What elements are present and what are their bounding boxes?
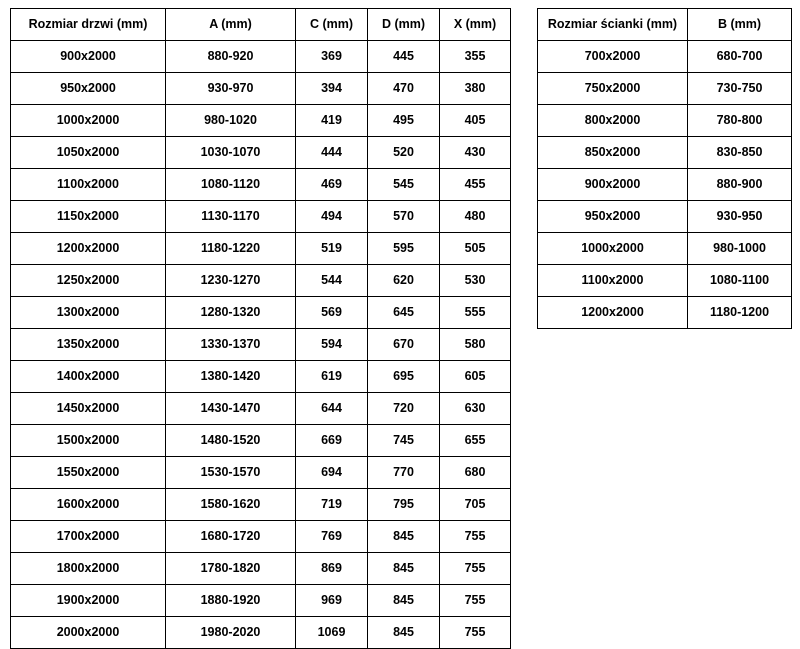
cell-wall-size: 1100x2000: [538, 265, 688, 297]
cell-a: 1380-1420: [166, 361, 296, 393]
cell-door-size: 1350x2000: [11, 329, 166, 361]
column-header-x: X (mm): [440, 9, 511, 41]
cell-door-size: 900x2000: [11, 41, 166, 73]
cell-c: 1069: [296, 617, 368, 649]
cell-door-size: 1400x2000: [11, 361, 166, 393]
cell-door-size: 2000x2000: [11, 617, 166, 649]
cell-a: 1280-1320: [166, 297, 296, 329]
table-row: [11, 169, 511, 201]
table-row: [538, 41, 792, 73]
doors-table-head: [11, 9, 511, 41]
cell-door-size: 1000x2000: [11, 105, 166, 137]
cell-b: 780-800: [688, 105, 792, 137]
cell-d: 845: [368, 617, 440, 649]
table-row: [538, 105, 792, 137]
cell-a: 1580-1620: [166, 489, 296, 521]
cell-a: 1080-1120: [166, 169, 296, 201]
cell-x: 355: [440, 41, 511, 73]
cell-d: 495: [368, 105, 440, 137]
cell-a: 1680-1720: [166, 521, 296, 553]
cell-door-size: 1800x2000: [11, 553, 166, 585]
table-row: [11, 201, 511, 233]
cell-d: 845: [368, 585, 440, 617]
cell-door-size: 1600x2000: [11, 489, 166, 521]
cell-wall-size: 900x2000: [538, 169, 688, 201]
cell-a: 1980-2020: [166, 617, 296, 649]
cell-c: 644: [296, 393, 368, 425]
table-header-row: [538, 9, 792, 41]
cell-c: 969: [296, 585, 368, 617]
cell-c: 869: [296, 553, 368, 585]
cell-x: 605: [440, 361, 511, 393]
column-header-b: B (mm): [688, 9, 792, 41]
table-row: [11, 105, 511, 137]
cell-b: 680-700: [688, 41, 792, 73]
table-row: [11, 521, 511, 553]
cell-d: 445: [368, 41, 440, 73]
table-row: [538, 73, 792, 105]
cell-d: 545: [368, 169, 440, 201]
cell-x: 405: [440, 105, 511, 137]
cell-x: 755: [440, 617, 511, 649]
cell-d: 795: [368, 489, 440, 521]
cell-door-size: 1700x2000: [11, 521, 166, 553]
table-row: [11, 329, 511, 361]
cell-x: 555: [440, 297, 511, 329]
cell-door-size: 950x2000: [11, 73, 166, 105]
cell-wall-size: 850x2000: [538, 137, 688, 169]
table-row: [11, 297, 511, 329]
cell-door-size: 1100x2000: [11, 169, 166, 201]
doors-table-body: [11, 41, 511, 649]
wall-table-body: [538, 41, 792, 329]
cell-x: 755: [440, 521, 511, 553]
cell-door-size: 1500x2000: [11, 425, 166, 457]
cell-d: 845: [368, 553, 440, 585]
column-header-wall-size: Rozmiar ścianki (mm): [538, 9, 688, 41]
cell-a: 1180-1220: [166, 233, 296, 265]
cell-wall-size: 800x2000: [538, 105, 688, 137]
cell-door-size: 1200x2000: [11, 233, 166, 265]
cell-x: 755: [440, 553, 511, 585]
cell-a: 1780-1820: [166, 553, 296, 585]
cell-a: 1430-1470: [166, 393, 296, 425]
table-row: [11, 233, 511, 265]
cell-door-size: 1050x2000: [11, 137, 166, 169]
table-header-row: [11, 9, 511, 41]
cell-x: 455: [440, 169, 511, 201]
table-row: [538, 137, 792, 169]
cell-wall-size: 1000x2000: [538, 233, 688, 265]
cell-x: 530: [440, 265, 511, 297]
table-row: [11, 393, 511, 425]
table-row: [11, 265, 511, 297]
column-header-door-size: Rozmiar drzwi (mm): [11, 9, 166, 41]
cell-wall-size: 750x2000: [538, 73, 688, 105]
cell-wall-size: 700x2000: [538, 41, 688, 73]
cell-c: 544: [296, 265, 368, 297]
table-row: [11, 617, 511, 649]
cell-c: 519: [296, 233, 368, 265]
cell-d: 745: [368, 425, 440, 457]
cell-d: 770: [368, 457, 440, 489]
table-row: [11, 457, 511, 489]
cell-a: 980-1020: [166, 105, 296, 137]
cell-x: 680: [440, 457, 511, 489]
cell-c: 619: [296, 361, 368, 393]
cell-wall-size: 1200x2000: [538, 297, 688, 329]
cell-c: 769: [296, 521, 368, 553]
cell-x: 755: [440, 585, 511, 617]
cell-d: 720: [368, 393, 440, 425]
table-row: [538, 201, 792, 233]
cell-c: 569: [296, 297, 368, 329]
cell-x: 380: [440, 73, 511, 105]
table-row: [11, 585, 511, 617]
cell-d: 620: [368, 265, 440, 297]
wall-panel-dimensions-table: [537, 8, 792, 329]
table-row: [11, 41, 511, 73]
cell-a: 1880-1920: [166, 585, 296, 617]
cell-c: 444: [296, 137, 368, 169]
cell-d: 645: [368, 297, 440, 329]
column-header-c: C (mm): [296, 9, 368, 41]
cell-c: 694: [296, 457, 368, 489]
table-row: [11, 553, 511, 585]
cell-x: 580: [440, 329, 511, 361]
cell-b: 830-850: [688, 137, 792, 169]
table-row: [11, 73, 511, 105]
cell-wall-size: 950x2000: [538, 201, 688, 233]
table-row: [11, 361, 511, 393]
cell-door-size: 1300x2000: [11, 297, 166, 329]
cell-c: 419: [296, 105, 368, 137]
cell-c: 469: [296, 169, 368, 201]
cell-x: 630: [440, 393, 511, 425]
cell-d: 695: [368, 361, 440, 393]
cell-b: 880-900: [688, 169, 792, 201]
table-row: [538, 233, 792, 265]
cell-d: 520: [368, 137, 440, 169]
column-header-a: A (mm): [166, 9, 296, 41]
table-row: [538, 169, 792, 201]
cell-a: 1330-1370: [166, 329, 296, 361]
cell-b: 1180-1200: [688, 297, 792, 329]
cell-a: 1480-1520: [166, 425, 296, 457]
cell-a: 1130-1170: [166, 201, 296, 233]
cell-b: 980-1000: [688, 233, 792, 265]
cell-c: 369: [296, 41, 368, 73]
cell-d: 845: [368, 521, 440, 553]
cell-d: 470: [368, 73, 440, 105]
cell-a: 930-970: [166, 73, 296, 105]
cell-a: 1530-1570: [166, 457, 296, 489]
cell-door-size: 1550x2000: [11, 457, 166, 489]
table-row: [11, 425, 511, 457]
cell-c: 594: [296, 329, 368, 361]
cell-a: 880-920: [166, 41, 296, 73]
table-row: [538, 265, 792, 297]
doors-dimensions-table: [10, 8, 511, 649]
table-row: [538, 297, 792, 329]
wall-table-head: [538, 9, 792, 41]
cell-door-size: 1150x2000: [11, 201, 166, 233]
cell-door-size: 1450x2000: [11, 393, 166, 425]
cell-c: 494: [296, 201, 368, 233]
table-row: [11, 489, 511, 521]
cell-d: 570: [368, 201, 440, 233]
column-header-d: D (mm): [368, 9, 440, 41]
cell-b: 930-950: [688, 201, 792, 233]
cell-x: 655: [440, 425, 511, 457]
cell-b: 730-750: [688, 73, 792, 105]
cell-d: 595: [368, 233, 440, 265]
cell-a: 1030-1070: [166, 137, 296, 169]
cell-door-size: 1250x2000: [11, 265, 166, 297]
cell-c: 394: [296, 73, 368, 105]
cell-b: 1080-1100: [688, 265, 792, 297]
cell-a: 1230-1270: [166, 265, 296, 297]
cell-x: 430: [440, 137, 511, 169]
table-row: [11, 137, 511, 169]
cell-c: 669: [296, 425, 368, 457]
cell-x: 505: [440, 233, 511, 265]
cell-x: 705: [440, 489, 511, 521]
cell-x: 480: [440, 201, 511, 233]
cell-door-size: 1900x2000: [11, 585, 166, 617]
cell-c: 719: [296, 489, 368, 521]
cell-d: 670: [368, 329, 440, 361]
